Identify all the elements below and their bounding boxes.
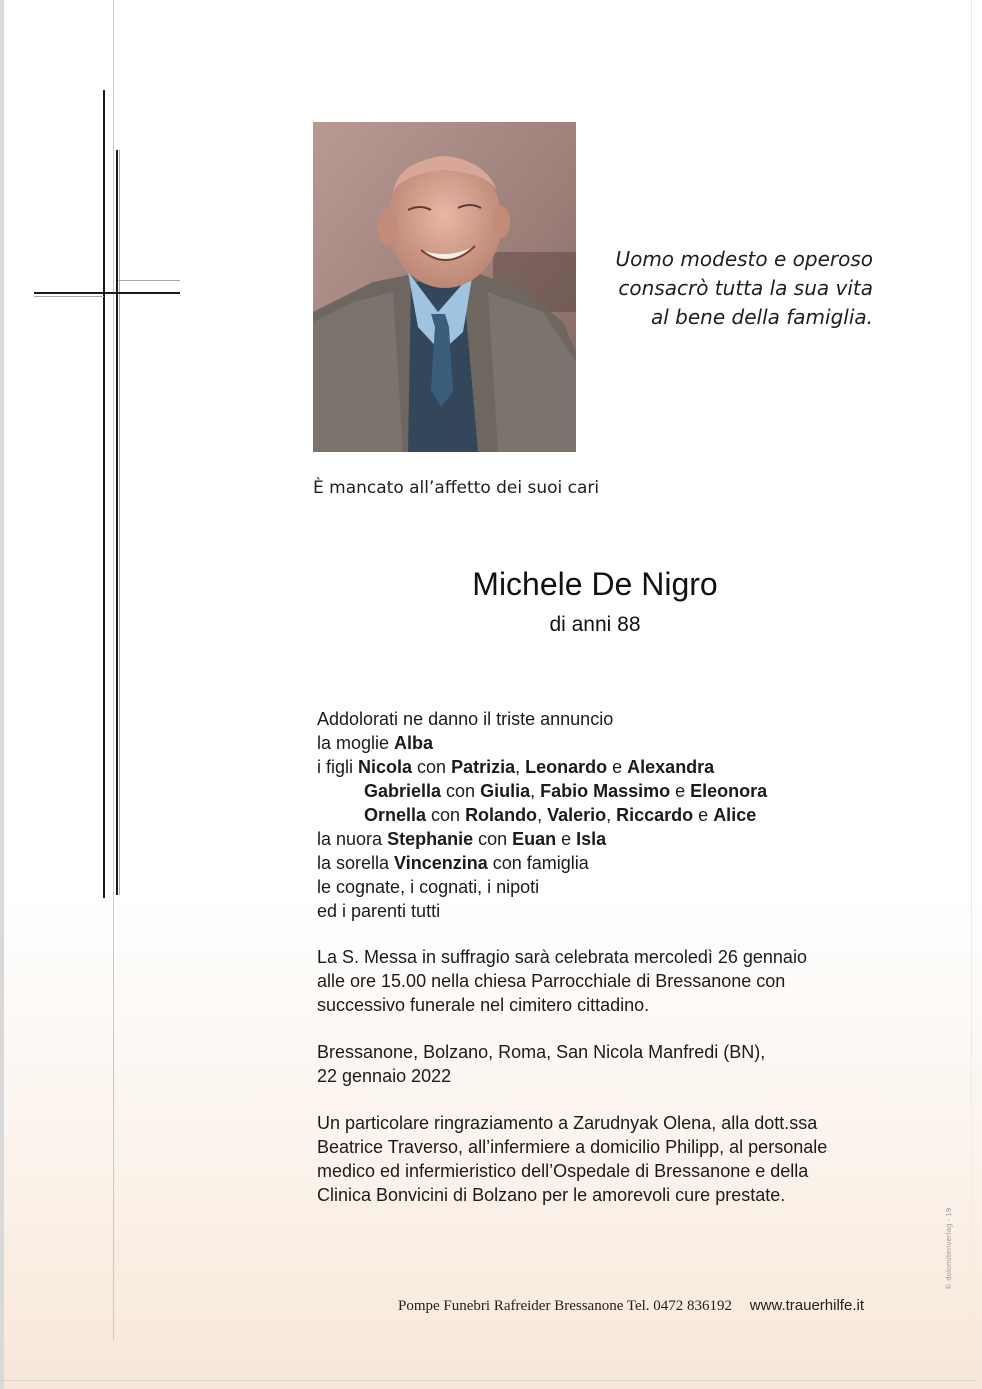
mass-line: successivo funerale nel cimitero cittadino. (317, 995, 650, 1015)
deceased-name: Michele De Nigro (472, 566, 718, 602)
family-line: Addolorati ne danno il triste annuncio (317, 709, 614, 729)
family-line: la nuora Stephanie con Euan e Isla (317, 829, 607, 849)
family-line: le cognate, i cognati, i nipoti (317, 877, 540, 897)
thanks-line: Un particolare ringraziamento a Zarudnyak Olena, alla dott.ssa (317, 1113, 818, 1133)
page-edge-left (0, 0, 4, 1389)
date-line: 22 gennaio 2022 (317, 1066, 452, 1086)
portrait-photo (313, 122, 576, 452)
cross-icon (30, 90, 190, 910)
thanks-line: Clinica Bonvicini di Bolzano per le amorevoli cure prestate. (317, 1185, 786, 1205)
intro-text: È mancato all’affetto dei suoi cari (313, 478, 600, 498)
thanks-line: medico ed infermieristico dell’Ospedale di Bressanone e della (317, 1161, 809, 1181)
family-line: la moglie Alba (317, 733, 434, 753)
mass-announcement (317, 945, 807, 1017)
places-line: Bressanone, Bolzano, Roma, San Nicola Manfredi (BN), (317, 1042, 766, 1062)
family-list (317, 707, 767, 923)
thanks-paragraph (317, 1111, 827, 1207)
family-line: la sorella Vincenzina con famiglia (317, 853, 589, 873)
places-and-date (317, 1040, 765, 1088)
family-line: Ornella con Rolando, Valerio, Riccardo e Alice (364, 805, 757, 825)
mass-line: alle ore 15.00 nella chiesa Parrocchiale di Bressanone con (317, 971, 786, 991)
page-edge-right (971, 0, 972, 1380)
thanks-line: Beatrice Traverso, all’infermiere a domicilio Philipp, al personale (317, 1137, 828, 1157)
footer (398, 1297, 864, 1315)
family-line: Gabriella con Giulia, Fabio Massimo e Eleonora (364, 781, 768, 801)
epitaph-quote (560, 245, 873, 332)
quote-line: Uomo modesto e operoso (615, 247, 873, 271)
side-code: © dolomitenverlag - 19 (945, 1207, 953, 1290)
family-line: ed i parenti tutti (317, 901, 441, 921)
quote-line: consacrò tutta la sua vita (618, 276, 873, 300)
deceased-age: di anni 88 (549, 613, 641, 636)
mass-line: La S. Messa in suffragio sarà celebrata mercoledì 26 gennaio (317, 947, 807, 967)
page-edge-bottom (0, 1380, 975, 1381)
quote-line: al bene della famiglia. (651, 305, 873, 329)
family-line: i figli Nicola con Patrizia, Leonardo e Alexandra (317, 757, 715, 777)
footer-company: Pompe Funebri Rafreider Bressanone Tel. 0472 836192 (398, 1298, 733, 1314)
footer-website-link[interactable]: www.trauerhilfe.it (749, 1297, 864, 1314)
